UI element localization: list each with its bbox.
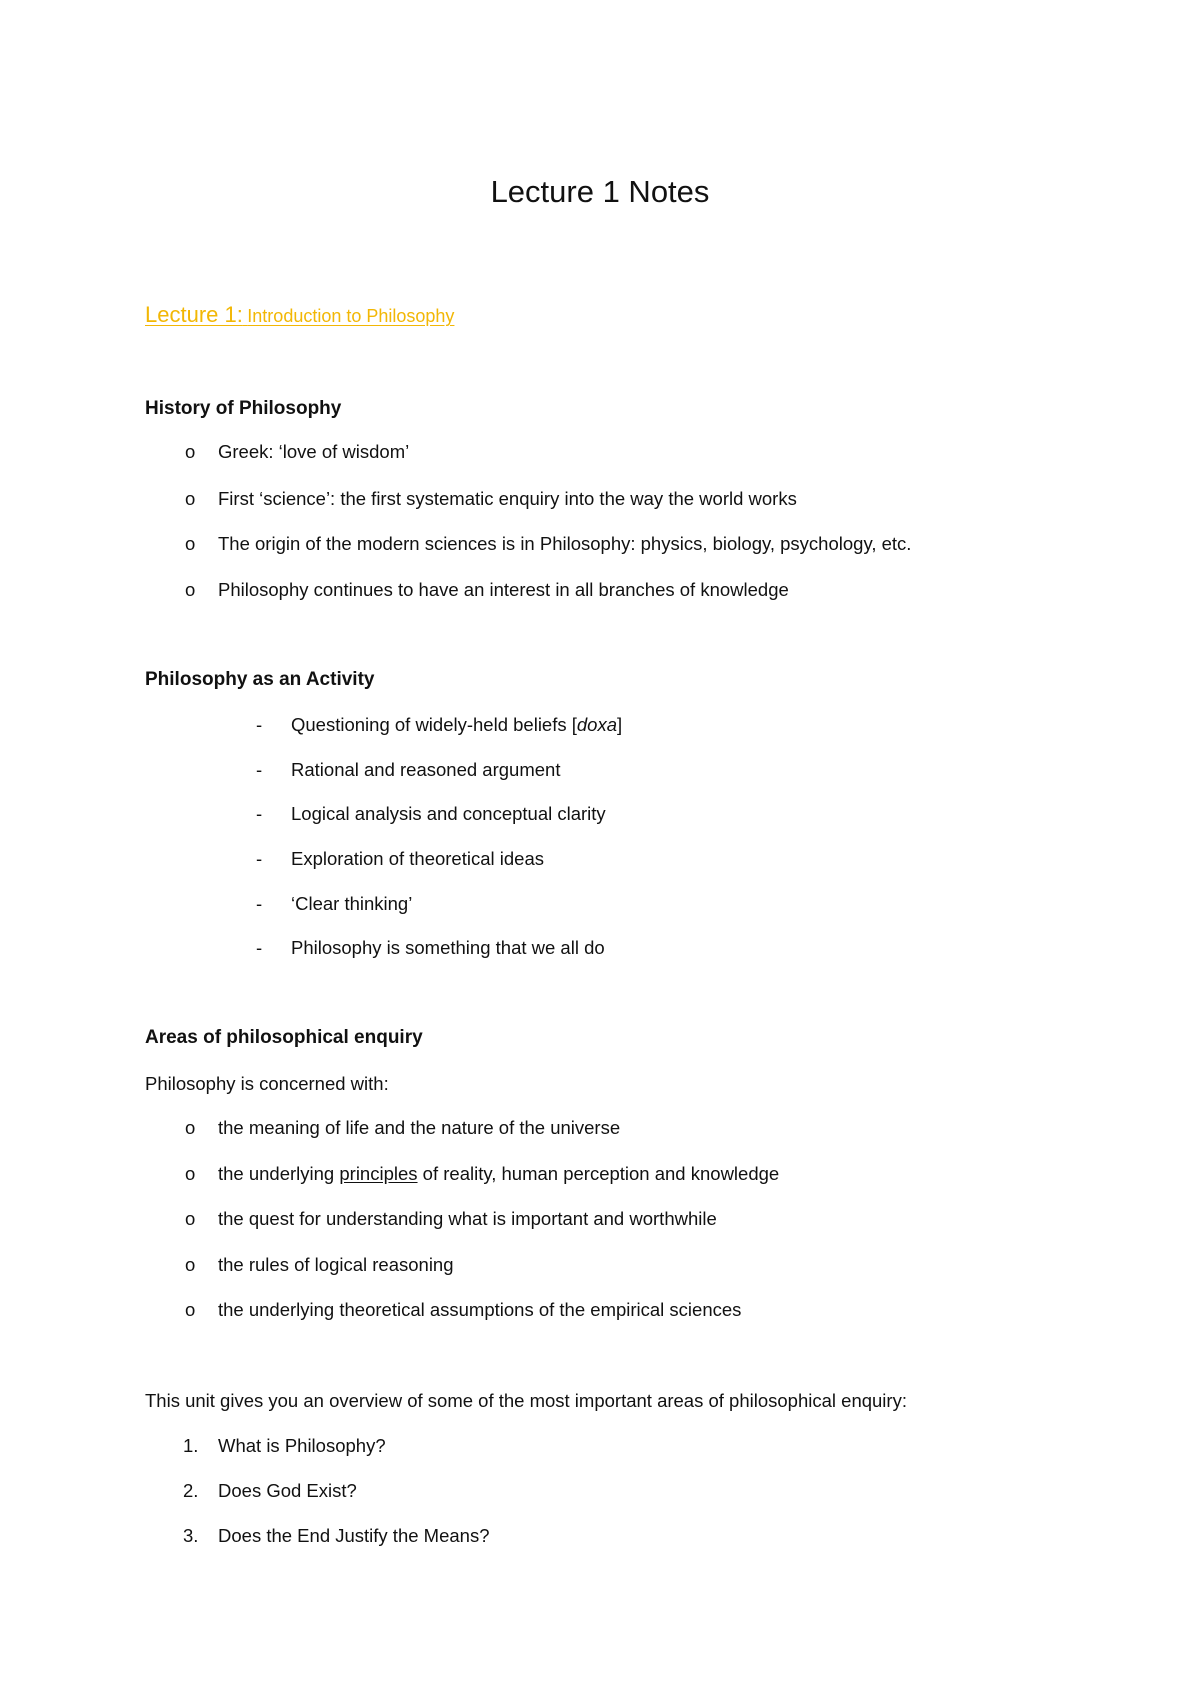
doxa-term: doxa xyxy=(576,714,618,735)
lecture-heading-topic: Introduction to Philosophy xyxy=(247,306,455,326)
list-item: Logical analysis and conceptual clarity xyxy=(291,803,606,824)
list-number: 3. xyxy=(183,1525,199,1546)
list-item: The origin of the modern sciences is in Philosophy: physics, biology, psychology, etc. xyxy=(218,533,912,554)
bullet-marker: o xyxy=(185,488,196,509)
list-item-text: of reality, human perception and knowledge xyxy=(417,1163,780,1184)
lecture-heading-label: Lecture 1: xyxy=(145,302,243,327)
unit-intro: This unit gives you an overview of some of the most important areas of philosophical enquiry: xyxy=(145,1390,907,1411)
list-item-text: the underlying xyxy=(218,1163,340,1184)
dash-marker: - xyxy=(256,937,263,958)
activity-heading: Philosophy as an Activity xyxy=(145,669,375,690)
list-number: 2. xyxy=(183,1480,199,1501)
list-item: the meaning of life and the nature of the universe xyxy=(218,1117,621,1138)
dash-marker: - xyxy=(256,803,263,824)
list-item: the underlying theoretical assumptions of the empirical sciences xyxy=(218,1299,742,1320)
bullet-marker: o xyxy=(185,1208,196,1229)
list-item: Philosophy continues to have an interest in all branches of knowledge xyxy=(218,579,789,600)
list-item xyxy=(218,1162,779,1186)
bullet-marker: o xyxy=(185,1117,196,1138)
list-item xyxy=(291,713,622,737)
list-item: the quest for understanding what is important and worthwhile xyxy=(218,1208,717,1229)
list-item-text: ] xyxy=(617,714,623,735)
list-item: Does God Exist? xyxy=(218,1480,357,1501)
list-item: Philosophy is something that we all do xyxy=(291,937,605,958)
list-item: ‘Clear thinking’ xyxy=(291,893,413,914)
lecture-heading xyxy=(145,302,454,328)
list-item: Does the End Justify the Means? xyxy=(218,1525,490,1546)
bullet-marker: o xyxy=(185,1163,196,1184)
areas-heading: Areas of philosophical enquiry xyxy=(145,1027,423,1048)
bullet-marker: o xyxy=(185,1299,196,1320)
areas-intro: Philosophy is concerned with: xyxy=(145,1073,389,1094)
list-item: Rational and reasoned argument xyxy=(291,759,561,780)
list-item: Greek: ‘love of wisdom’ xyxy=(218,441,410,462)
bullet-marker: o xyxy=(185,1254,196,1275)
history-heading: History of Philosophy xyxy=(145,398,342,419)
dash-marker: - xyxy=(256,714,263,735)
list-number: 1. xyxy=(183,1435,199,1456)
list-item: What is Philosophy? xyxy=(218,1435,386,1456)
list-item: the rules of logical reasoning xyxy=(218,1254,454,1275)
dash-marker: - xyxy=(256,759,263,780)
page-title: Lecture 1 Notes xyxy=(490,174,710,209)
bullet-marker: o xyxy=(185,533,196,554)
dash-marker: - xyxy=(256,848,263,869)
bullet-marker: o xyxy=(185,579,196,600)
list-item: First ‘science’: the first systematic enquiry into the way the world works xyxy=(218,488,797,509)
dash-marker: - xyxy=(256,893,263,914)
principles-term: principles xyxy=(339,1163,418,1184)
bullet-marker: o xyxy=(185,441,196,462)
list-item-text: Questioning of widely-held beliefs [ xyxy=(291,714,577,735)
list-item: Exploration of theoretical ideas xyxy=(291,848,544,869)
